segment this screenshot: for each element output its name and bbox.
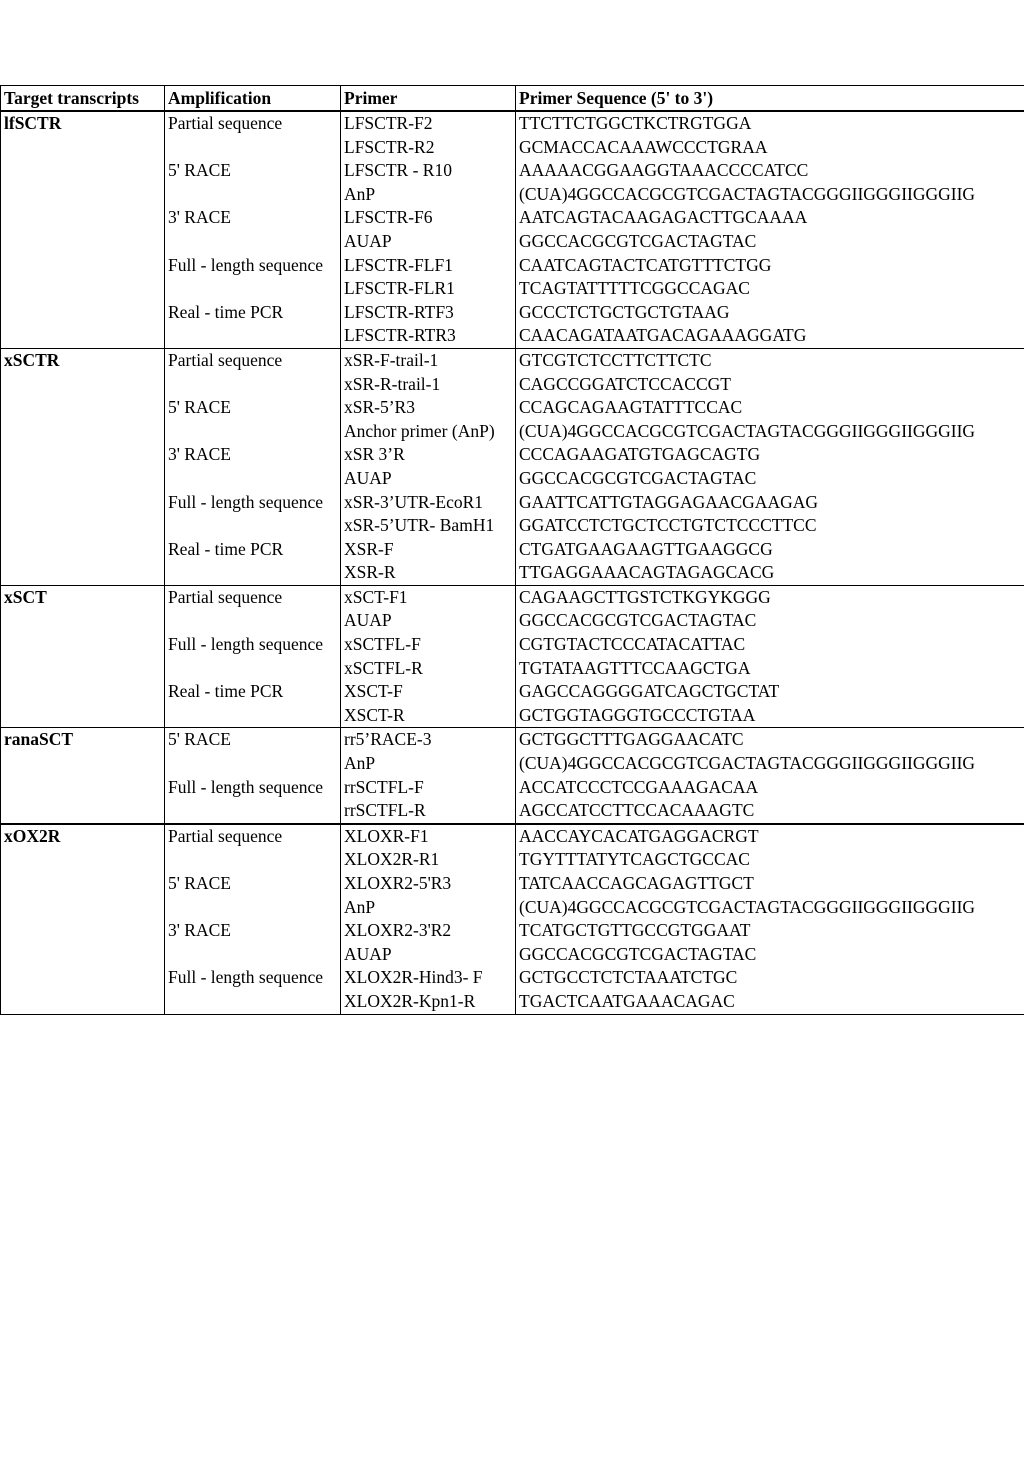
- table-body: [1, 111, 1024, 1014]
- cell-primer: XSCT-F: [341, 680, 516, 704]
- cell-target: xOX2R: [1, 824, 165, 849]
- cell-target: lfSCTR: [1, 111, 165, 136]
- cell-target: [1, 633, 165, 657]
- cell-primer: xSR-5’UTR- BamH1: [341, 514, 516, 538]
- cell-sequence: TCATGCTGTTGCCGTGGAAT: [516, 919, 1024, 943]
- cell-sequence: (CUA)4GGCCACGCGTCGACTAGTACGGGIIGGGIIGGGIIG: [516, 183, 1024, 207]
- table-row: [1, 776, 1024, 800]
- table-row: [1, 943, 1024, 967]
- cell-sequence: TGYTTTATYTCAGCTGCCAC: [516, 848, 1024, 872]
- cell-primer: AnP: [341, 896, 516, 920]
- table-header: [1, 86, 1024, 112]
- cell-sequence: GAGCCAGGGGATCAGCTGCTAT: [516, 680, 1024, 704]
- cell-primer: LFSCTR-FLF1: [341, 254, 516, 278]
- cell-amplification: Full - length sequence: [165, 254, 341, 278]
- cell-sequence: TCAGTATTTTTCGGCCAGAC: [516, 277, 1024, 301]
- table-row: [1, 443, 1024, 467]
- cell-target: [1, 183, 165, 207]
- table-row: [1, 514, 1024, 538]
- cell-sequence: GCCCTCTGCTGCTGTAAG: [516, 301, 1024, 325]
- cell-sequence: GGCCACGCGTCGACTAGTAC: [516, 230, 1024, 254]
- cell-amplification: [165, 514, 341, 538]
- table-row: [1, 633, 1024, 657]
- cell-primer: LFSCTR-RTR3: [341, 324, 516, 348]
- cell-target: [1, 491, 165, 515]
- cell-primer: XSR-F: [341, 538, 516, 562]
- cell-target: [1, 514, 165, 538]
- cell-target: [1, 943, 165, 967]
- cell-sequence: (CUA)4GGCCACGCGTCGACTAGTACGGGIIGGGIIGGGIIG: [516, 420, 1024, 444]
- table-row: [1, 159, 1024, 183]
- cell-amplification: Partial sequence: [165, 348, 341, 372]
- cell-target: [1, 919, 165, 943]
- table-row: [1, 799, 1024, 824]
- cell-sequence: TGTATAAGTTTCCAAGCTGA: [516, 657, 1024, 681]
- cell-sequence: CTGATGAAGAAGTTGAAGGCG: [516, 538, 1024, 562]
- table-row: [1, 872, 1024, 896]
- cell-target: [1, 420, 165, 444]
- table-row: [1, 136, 1024, 160]
- cell-target: [1, 301, 165, 325]
- cell-primer: AnP: [341, 752, 516, 776]
- cell-target: [1, 848, 165, 872]
- cell-amplification: [165, 420, 341, 444]
- cell-target: [1, 896, 165, 920]
- cell-target: [1, 561, 165, 585]
- cell-sequence: GGATCCTCTGCTCCTGTCTCCCTTCC: [516, 514, 1024, 538]
- cell-primer: LFSCTR - R10: [341, 159, 516, 183]
- header-primer-sequence: Primer Sequence (5' to 3'): [516, 86, 1024, 112]
- cell-target: [1, 538, 165, 562]
- cell-target: [1, 206, 165, 230]
- table-row: [1, 420, 1024, 444]
- cell-target: [1, 324, 165, 348]
- cell-sequence: GGCCACGCGTCGACTAGTAC: [516, 943, 1024, 967]
- cell-sequence: AACCAYCACATGAGGACRGT: [516, 824, 1024, 849]
- cell-primer: XLOX2R-Kpn1-R: [341, 990, 516, 1014]
- cell-sequence: TGACTCAATGAAACAGAC: [516, 990, 1024, 1014]
- table-row: [1, 680, 1024, 704]
- cell-target: [1, 657, 165, 681]
- header-row: [1, 86, 1024, 112]
- table-row: [1, 896, 1024, 920]
- table-row: [1, 183, 1024, 207]
- cell-target: [1, 254, 165, 278]
- cell-primer: xSCTFL-F: [341, 633, 516, 657]
- cell-amplification: [165, 561, 341, 585]
- cell-primer: XSR-R: [341, 561, 516, 585]
- cell-primer: LFSCTR-RTF3: [341, 301, 516, 325]
- cell-amplification: [165, 704, 341, 728]
- cell-amplification: Real - time PCR: [165, 538, 341, 562]
- cell-primer: LFSCTR-FLR1: [341, 277, 516, 301]
- cell-target: xSCT: [1, 585, 165, 609]
- cell-sequence: TATCAACCAGCAGAGTTGCT: [516, 872, 1024, 896]
- cell-target: [1, 990, 165, 1014]
- cell-amplification: Full - length sequence: [165, 633, 341, 657]
- cell-primer: AUAP: [341, 609, 516, 633]
- cell-sequence: CGTGTACTCCCATACATTAC: [516, 633, 1024, 657]
- cell-primer: xSCTFL-R: [341, 657, 516, 681]
- cell-primer: AnP: [341, 183, 516, 207]
- cell-amplification: [165, 467, 341, 491]
- table-row: [1, 111, 1024, 136]
- cell-target: [1, 704, 165, 728]
- cell-sequence: ACCATCCCTCCGAAAGACAA: [516, 776, 1024, 800]
- table-row: [1, 491, 1024, 515]
- cell-primer: LFSCTR-F2: [341, 111, 516, 136]
- cell-primer: XLOXR-F1: [341, 824, 516, 849]
- cell-primer: XLOXR2-5'R3: [341, 872, 516, 896]
- cell-sequence: CAGCCGGATCTCCACCGT: [516, 373, 1024, 397]
- cell-amplification: Partial sequence: [165, 111, 341, 136]
- cell-primer: xSR 3’R: [341, 443, 516, 467]
- cell-sequence: AGCCATCCTTCCACAAAGTC: [516, 799, 1024, 824]
- cell-sequence: GGCCACGCGTCGACTAGTAC: [516, 467, 1024, 491]
- cell-amplification: [165, 277, 341, 301]
- table-row: [1, 824, 1024, 849]
- cell-amplification: 5' RACE: [165, 396, 341, 420]
- cell-amplification: [165, 943, 341, 967]
- cell-target: [1, 136, 165, 160]
- table-row: [1, 585, 1024, 609]
- cell-target: ranaSCT: [1, 728, 165, 752]
- cell-primer: rrSCTFL-F: [341, 776, 516, 800]
- table-row: [1, 301, 1024, 325]
- table-row: [1, 752, 1024, 776]
- cell-amplification: [165, 373, 341, 397]
- table-row: [1, 848, 1024, 872]
- cell-sequence: GTCGTCTCCTTCTTCTC: [516, 348, 1024, 372]
- cell-sequence: CCCAGAAGATGTGAGCAGTG: [516, 443, 1024, 467]
- cell-amplification: [165, 136, 341, 160]
- cell-primer: xSR-3’UTR-EcoR1: [341, 491, 516, 515]
- cell-amplification: 3' RACE: [165, 443, 341, 467]
- cell-target: [1, 230, 165, 254]
- cell-sequence: GCTGGCTTTGAGGAACATC: [516, 728, 1024, 752]
- table-row: [1, 728, 1024, 752]
- cell-target: xSCTR: [1, 348, 165, 372]
- cell-amplification: [165, 990, 341, 1014]
- cell-amplification: 3' RACE: [165, 919, 341, 943]
- cell-amplification: Partial sequence: [165, 585, 341, 609]
- header-target-transcripts: Target transcripts: [1, 86, 165, 112]
- cell-target: [1, 396, 165, 420]
- cell-amplification: [165, 324, 341, 348]
- table-row: [1, 348, 1024, 372]
- cell-primer: AUAP: [341, 943, 516, 967]
- cell-target: [1, 776, 165, 800]
- table-row: [1, 538, 1024, 562]
- cell-primer: xSR-5’R3: [341, 396, 516, 420]
- cell-primer: LFSCTR-R2: [341, 136, 516, 160]
- cell-sequence: (CUA)4GGCCACGCGTCGACTAGTACGGGIIGGGIIGGGIIG: [516, 752, 1024, 776]
- cell-sequence: AAAAACGGAAGGTAAACCCCATCC: [516, 159, 1024, 183]
- cell-primer: LFSCTR-F6: [341, 206, 516, 230]
- cell-amplification: Partial sequence: [165, 824, 341, 849]
- cell-amplification: 5' RACE: [165, 728, 341, 752]
- cell-amplification: Real - time PCR: [165, 680, 341, 704]
- cell-amplification: [165, 799, 341, 824]
- cell-primer: Anchor primer (AnP): [341, 420, 516, 444]
- cell-target: [1, 373, 165, 397]
- primer-table: [0, 85, 1024, 1015]
- cell-amplification: Full - length sequence: [165, 491, 341, 515]
- cell-primer: xSR-F-trail-1: [341, 348, 516, 372]
- table-row: [1, 396, 1024, 420]
- cell-primer: AUAP: [341, 467, 516, 491]
- cell-primer: rr5’RACE-3: [341, 728, 516, 752]
- cell-sequence: CAATCAGTACTCATGTTTCTGG: [516, 254, 1024, 278]
- cell-primer: XLOX2R-Hind3- F: [341, 966, 516, 990]
- cell-target: [1, 680, 165, 704]
- cell-amplification: [165, 230, 341, 254]
- cell-target: [1, 799, 165, 824]
- cell-amplification: Full - length sequence: [165, 966, 341, 990]
- cell-sequence: GCMACCACAAAWCCCTGRAA: [516, 136, 1024, 160]
- cell-target: [1, 872, 165, 896]
- cell-target: [1, 159, 165, 183]
- cell-amplification: Real - time PCR: [165, 301, 341, 325]
- table-row: [1, 467, 1024, 491]
- cell-target: [1, 966, 165, 990]
- cell-amplification: [165, 848, 341, 872]
- table-row: [1, 657, 1024, 681]
- cell-sequence: AATCAGTACAAGAGACTTGCAAAA: [516, 206, 1024, 230]
- cell-target: [1, 277, 165, 301]
- cell-sequence: GCTGGTAGGGTGCCCTGTAA: [516, 704, 1024, 728]
- cell-sequence: (CUA)4GGCCACGCGTCGACTAGTACGGGIIGGGIIGGGIIG: [516, 896, 1024, 920]
- cell-amplification: [165, 609, 341, 633]
- cell-primer: XSCT-R: [341, 704, 516, 728]
- cell-target: [1, 443, 165, 467]
- table-row: [1, 919, 1024, 943]
- cell-sequence: GCTGCCTCTCTAAATCTGC: [516, 966, 1024, 990]
- table-row: [1, 704, 1024, 728]
- cell-amplification: 5' RACE: [165, 159, 341, 183]
- table-row: [1, 254, 1024, 278]
- cell-target: [1, 752, 165, 776]
- table-row: [1, 609, 1024, 633]
- table-row: [1, 324, 1024, 348]
- cell-primer: rrSCTFL-R: [341, 799, 516, 824]
- cell-sequence: CCAGCAGAAGTATTTCCAC: [516, 396, 1024, 420]
- header-primer: Primer: [341, 86, 516, 112]
- cell-amplification: [165, 896, 341, 920]
- table-row: [1, 561, 1024, 585]
- cell-sequence: CAACAGATAATGACAGAAAGGATG: [516, 324, 1024, 348]
- cell-amplification: 5' RACE: [165, 872, 341, 896]
- table-row: [1, 206, 1024, 230]
- cell-sequence: TTCTTCTGGCTKCTRGTGGA: [516, 111, 1024, 136]
- cell-target: [1, 467, 165, 491]
- table-row: [1, 990, 1024, 1014]
- table-row: [1, 966, 1024, 990]
- cell-primer: xSCT-F1: [341, 585, 516, 609]
- cell-sequence: CAGAAGCTTGSTCTKGYKGGG: [516, 585, 1024, 609]
- cell-sequence: GGCCACGCGTCGACTAGTAC: [516, 609, 1024, 633]
- table-row: [1, 230, 1024, 254]
- table-row: [1, 373, 1024, 397]
- cell-primer: xSR-R-trail-1: [341, 373, 516, 397]
- table-row: [1, 277, 1024, 301]
- cell-primer: AUAP: [341, 230, 516, 254]
- cell-target: [1, 609, 165, 633]
- cell-primer: XLOX2R-R1: [341, 848, 516, 872]
- cell-amplification: Full - length sequence: [165, 776, 341, 800]
- cell-amplification: [165, 183, 341, 207]
- cell-amplification: [165, 752, 341, 776]
- cell-amplification: 3' RACE: [165, 206, 341, 230]
- cell-amplification: [165, 657, 341, 681]
- cell-sequence: GAATTCATTGTAGGAGAACGAAGAG: [516, 491, 1024, 515]
- cell-primer: XLOXR2-3'R2: [341, 919, 516, 943]
- cell-sequence: TTGAGGAAACAGTAGAGCACG: [516, 561, 1024, 585]
- header-amplification: Amplification: [165, 86, 341, 112]
